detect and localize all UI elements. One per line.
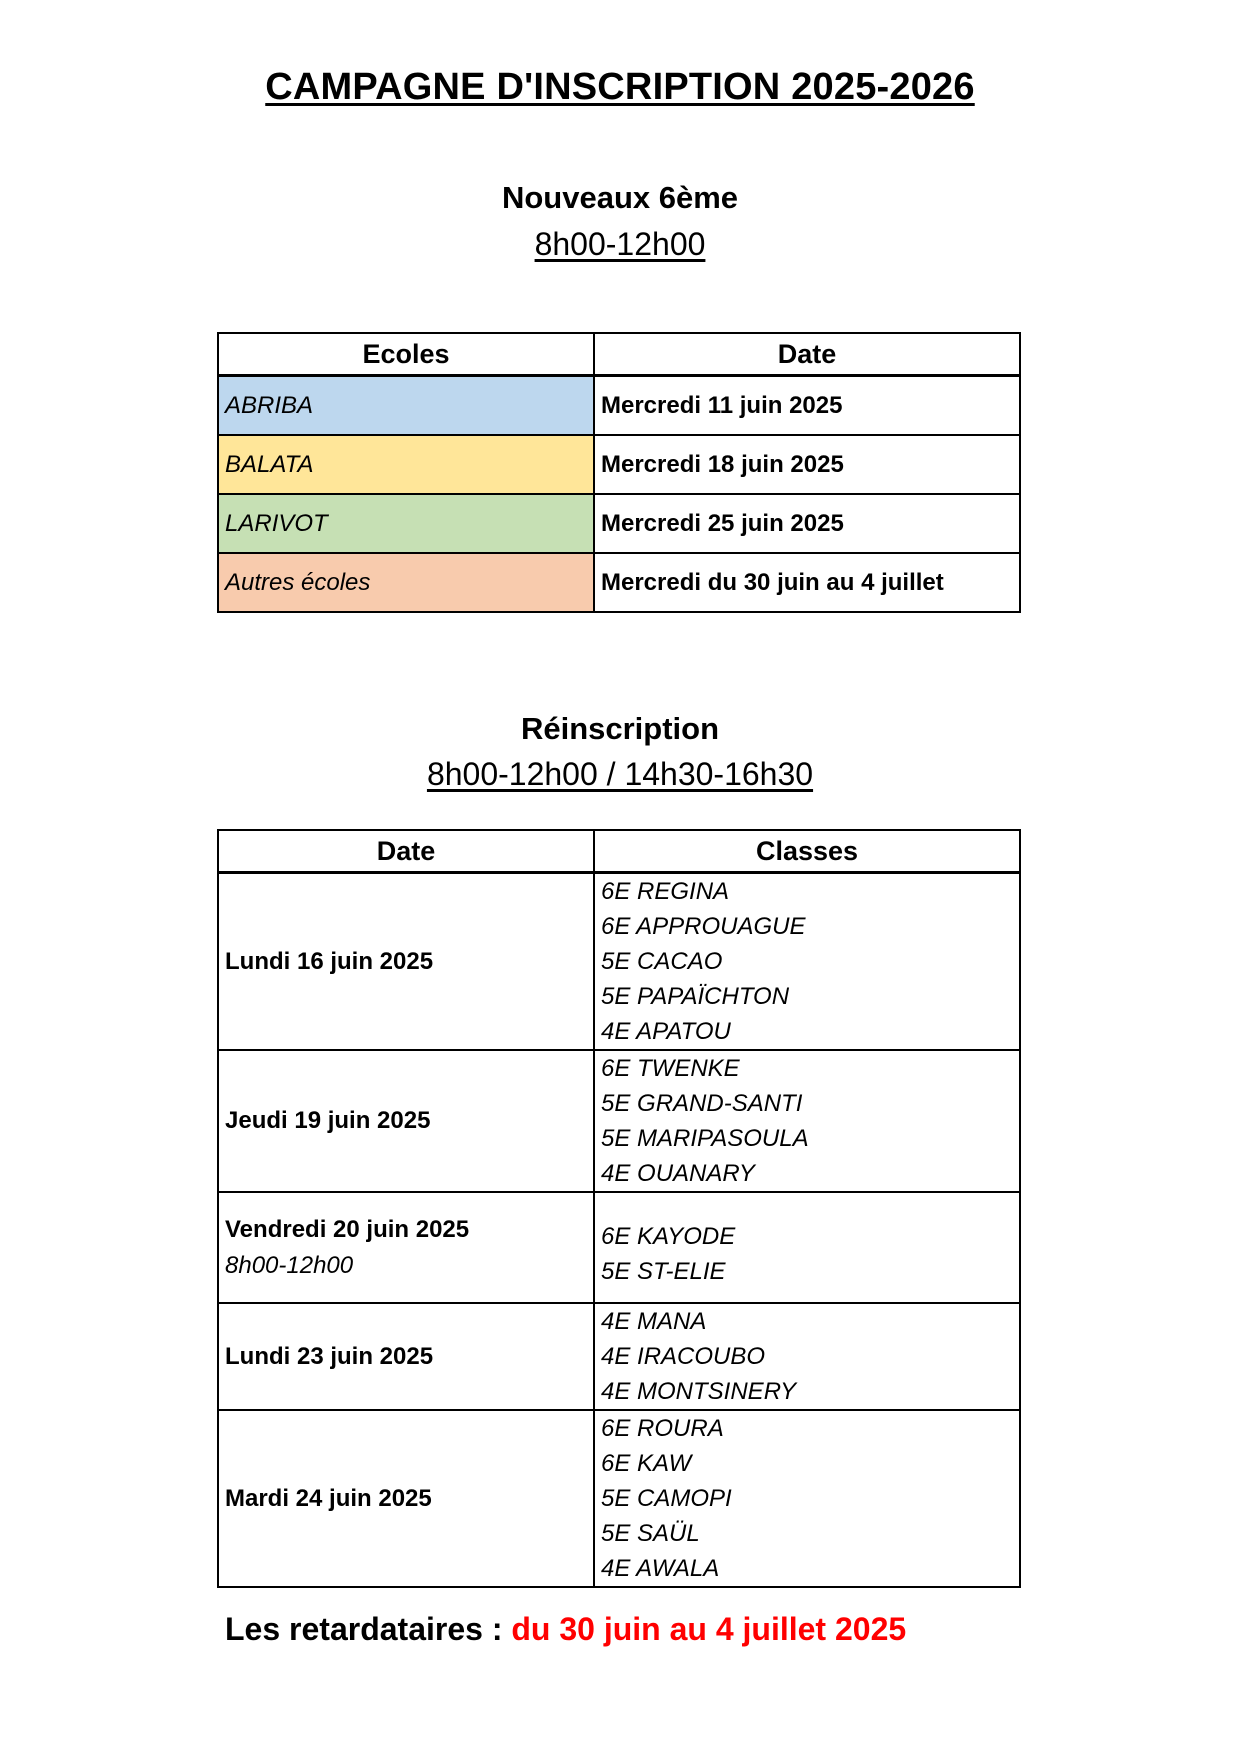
page-title: CAMPAGNE D'INSCRIPTION 2025-2026 — [265, 66, 975, 108]
table-header-row — [218, 830, 1020, 873]
class-name: 5E MARIPASOULA — [601, 1125, 809, 1152]
column-header-date: Date — [594, 333, 1020, 376]
table-row — [218, 1050, 1020, 1192]
reinscription-classes-cell — [594, 1192, 1020, 1303]
reinscription-date: Lundi 16 juin 2025 — [225, 947, 434, 975]
class-name: 5E GRAND-SANTI — [601, 1090, 803, 1117]
section-hours-reinscription: 8h00-12h00 / 14h30-16h30 — [426, 756, 814, 792]
late-registration-note — [225, 1611, 906, 1648]
table-row — [218, 553, 1020, 612]
reinscription-hours-note: 8h00-12h00 — [225, 1251, 354, 1279]
class-name: 6E KAYODE — [601, 1223, 736, 1250]
section-title-reinscription: Réinscription — [520, 711, 720, 746]
class-name: 4E MONTSINERY — [601, 1378, 797, 1405]
reinscription-date: Vendredi 20 juin 2025 — [225, 1215, 470, 1243]
column-header-date: Date — [218, 830, 594, 873]
class-name: 6E ROURA — [601, 1415, 724, 1442]
class-name: 4E OUANARY — [601, 1160, 755, 1187]
school-name-cell: ABRIBA — [218, 376, 594, 436]
late-registration-dates: du 30 juin au 4 juillet 2025 — [511, 1611, 907, 1647]
school-date-cell: Mercredi 25 juin 2025 — [594, 494, 1020, 553]
reinscription-schedule-table — [217, 829, 1021, 1588]
column-header-classes: Classes — [594, 830, 1020, 873]
reinscription-classes-cell — [594, 1050, 1020, 1192]
school-date-cell: Mercredi 11 juin 2025 — [594, 376, 1020, 436]
reinscription-date-cell — [218, 1303, 594, 1410]
reinscription-date-cell — [218, 1192, 594, 1303]
reinscription-date: Lundi 23 juin 2025 — [225, 1342, 434, 1370]
reinscription-date: Jeudi 19 juin 2025 — [225, 1107, 431, 1134]
table-row — [218, 1192, 1020, 1303]
class-name: 6E TWENKE — [601, 1055, 740, 1082]
table-row — [218, 376, 1020, 436]
reinscription-date-cell — [218, 873, 594, 1051]
table-header-row — [218, 333, 1020, 376]
school-name-cell: Autres écoles — [218, 553, 594, 612]
table-row — [218, 1303, 1020, 1410]
table-row — [218, 873, 1020, 1051]
school-date-cell: Mercredi 18 juin 2025 — [594, 435, 1020, 494]
table-row — [218, 1410, 1020, 1587]
class-name: 6E APPROUAGUE — [601, 913, 806, 940]
class-name: 6E KAW — [601, 1450, 692, 1477]
class-name: 4E IRACOUBO — [601, 1343, 766, 1370]
class-name: 4E APATOU — [601, 1018, 731, 1045]
reinscription-classes-cell — [594, 873, 1020, 1051]
class-name: 4E MANA — [601, 1308, 707, 1335]
school-name-cell: BALATA — [218, 435, 594, 494]
class-name: 4E AWALA — [601, 1555, 720, 1582]
class-name: 5E CACAO — [601, 948, 723, 975]
class-name: 5E ST-ELIE — [601, 1258, 726, 1285]
reinscription-date-cell — [218, 1050, 594, 1192]
late-registration-label: Les retardataires : — [225, 1611, 512, 1647]
table-row — [218, 494, 1020, 553]
section-hours-new-6eme: 8h00-12h00 — [534, 226, 706, 262]
reinscription-date: Mardi 24 juin 2025 — [225, 1484, 432, 1512]
class-name: 6E REGINA — [601, 878, 730, 905]
schools-schedule-table — [217, 332, 1021, 613]
section-title-new-6eme: Nouveaux 6ème — [501, 180, 739, 215]
class-name: 5E PAPAÏCHTON — [601, 983, 790, 1010]
reinscription-date-cell — [218, 1410, 594, 1587]
reinscription-classes-cell — [594, 1303, 1020, 1410]
column-header-schools: Ecoles — [218, 333, 594, 376]
class-name: 5E CAMOPI — [601, 1485, 732, 1512]
table-row — [218, 435, 1020, 494]
reinscription-classes-cell — [594, 1410, 1020, 1587]
class-name: 5E SAÜL — [601, 1520, 700, 1547]
school-name-cell: LARIVOT — [218, 494, 594, 553]
school-date-cell: Mercredi du 30 juin au 4 juillet — [594, 553, 1020, 612]
